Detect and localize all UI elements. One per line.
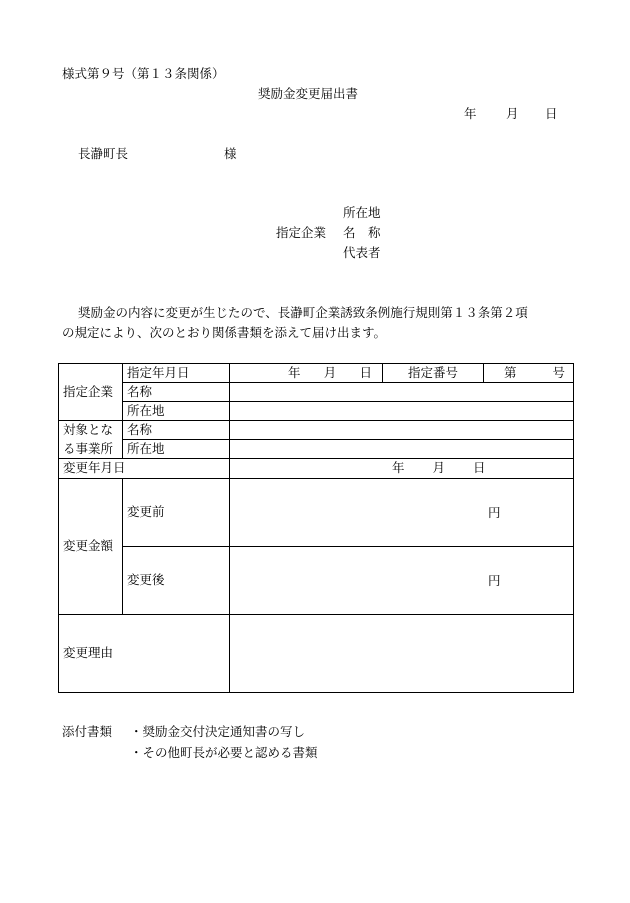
- addressee-honorific: 様: [224, 146, 237, 161]
- number-prefix: 第: [504, 364, 517, 380]
- date-year: 年: [464, 106, 477, 121]
- amount-after-yen: 円: [488, 572, 501, 588]
- designation-year-label: 年: [288, 364, 301, 380]
- amount-after-value[interactable]: [230, 547, 574, 615]
- amount-before-yen: 円: [488, 504, 501, 520]
- target-facility-label-line-1: 対象とな: [59, 421, 123, 440]
- attachments-label: 添付書類: [62, 724, 113, 739]
- change-notification-table: [58, 363, 574, 693]
- facility-name-value[interactable]: [230, 421, 574, 440]
- amount-before-label: 変更前: [123, 479, 230, 547]
- designation-number-label: 指定番号: [383, 364, 484, 383]
- facility-name-label: 名称: [123, 421, 230, 440]
- change-reason-label: 変更理由: [59, 615, 230, 693]
- attachment-item-1: ・奨励金交付決定通知書の写し: [130, 724, 306, 739]
- addressee-name: 長瀞町長: [78, 146, 129, 161]
- document-title: 奨励金変更届出書: [258, 86, 359, 101]
- date-day: 日: [545, 106, 558, 121]
- designation-date-value[interactable]: [230, 364, 383, 383]
- change-month-label: 月: [432, 460, 446, 476]
- applicant-address-label: 所在地: [343, 205, 381, 220]
- designation-number-value[interactable]: [484, 364, 574, 383]
- company-location-value[interactable]: [230, 402, 574, 421]
- change-reason-value[interactable]: [230, 615, 574, 693]
- body-text-line-1: 奨励金の内容に変更が生じたので、長瀞町企業誘致条例施行規則第１３条第２項: [78, 305, 528, 320]
- designation-month-label: 月: [323, 364, 337, 380]
- body-text-line-2: の規定により、次のとおり関係書類を添えて届け出ます。: [62, 325, 387, 340]
- change-date-label: 変更年月日: [59, 459, 230, 479]
- amount-before-value[interactable]: [230, 479, 574, 547]
- company-location-label: 所在地: [123, 402, 230, 421]
- change-amount-label: 変更金額: [59, 479, 123, 615]
- applicant-representative-label: 代表者: [343, 245, 381, 260]
- applicant-name-label: 名 称: [343, 225, 381, 240]
- company-name-label: 名称: [123, 383, 230, 402]
- designation-date-label: 指定年月日: [123, 364, 230, 383]
- facility-location-label: 所在地: [123, 440, 230, 459]
- company-name-value[interactable]: [230, 383, 574, 402]
- facility-location-value[interactable]: [230, 440, 574, 459]
- attachment-item-2: ・その他町長が必要と認める書類: [130, 745, 318, 760]
- number-suffix: 号: [552, 364, 565, 380]
- form-number: 様式第９号（第１３条関係）: [62, 66, 225, 81]
- change-year-label: 年: [392, 460, 405, 476]
- designation-day-label: 日: [359, 364, 372, 380]
- change-date-value[interactable]: [230, 459, 574, 479]
- amount-after-label: 変更後: [123, 547, 230, 615]
- designated-company-label: 指定企業: [59, 364, 123, 421]
- applicant-label: 指定企業: [276, 225, 327, 240]
- target-facility-label-line-2: る事業所: [59, 440, 123, 459]
- date-month: 月: [506, 106, 519, 121]
- change-day-label: 日: [473, 460, 486, 476]
